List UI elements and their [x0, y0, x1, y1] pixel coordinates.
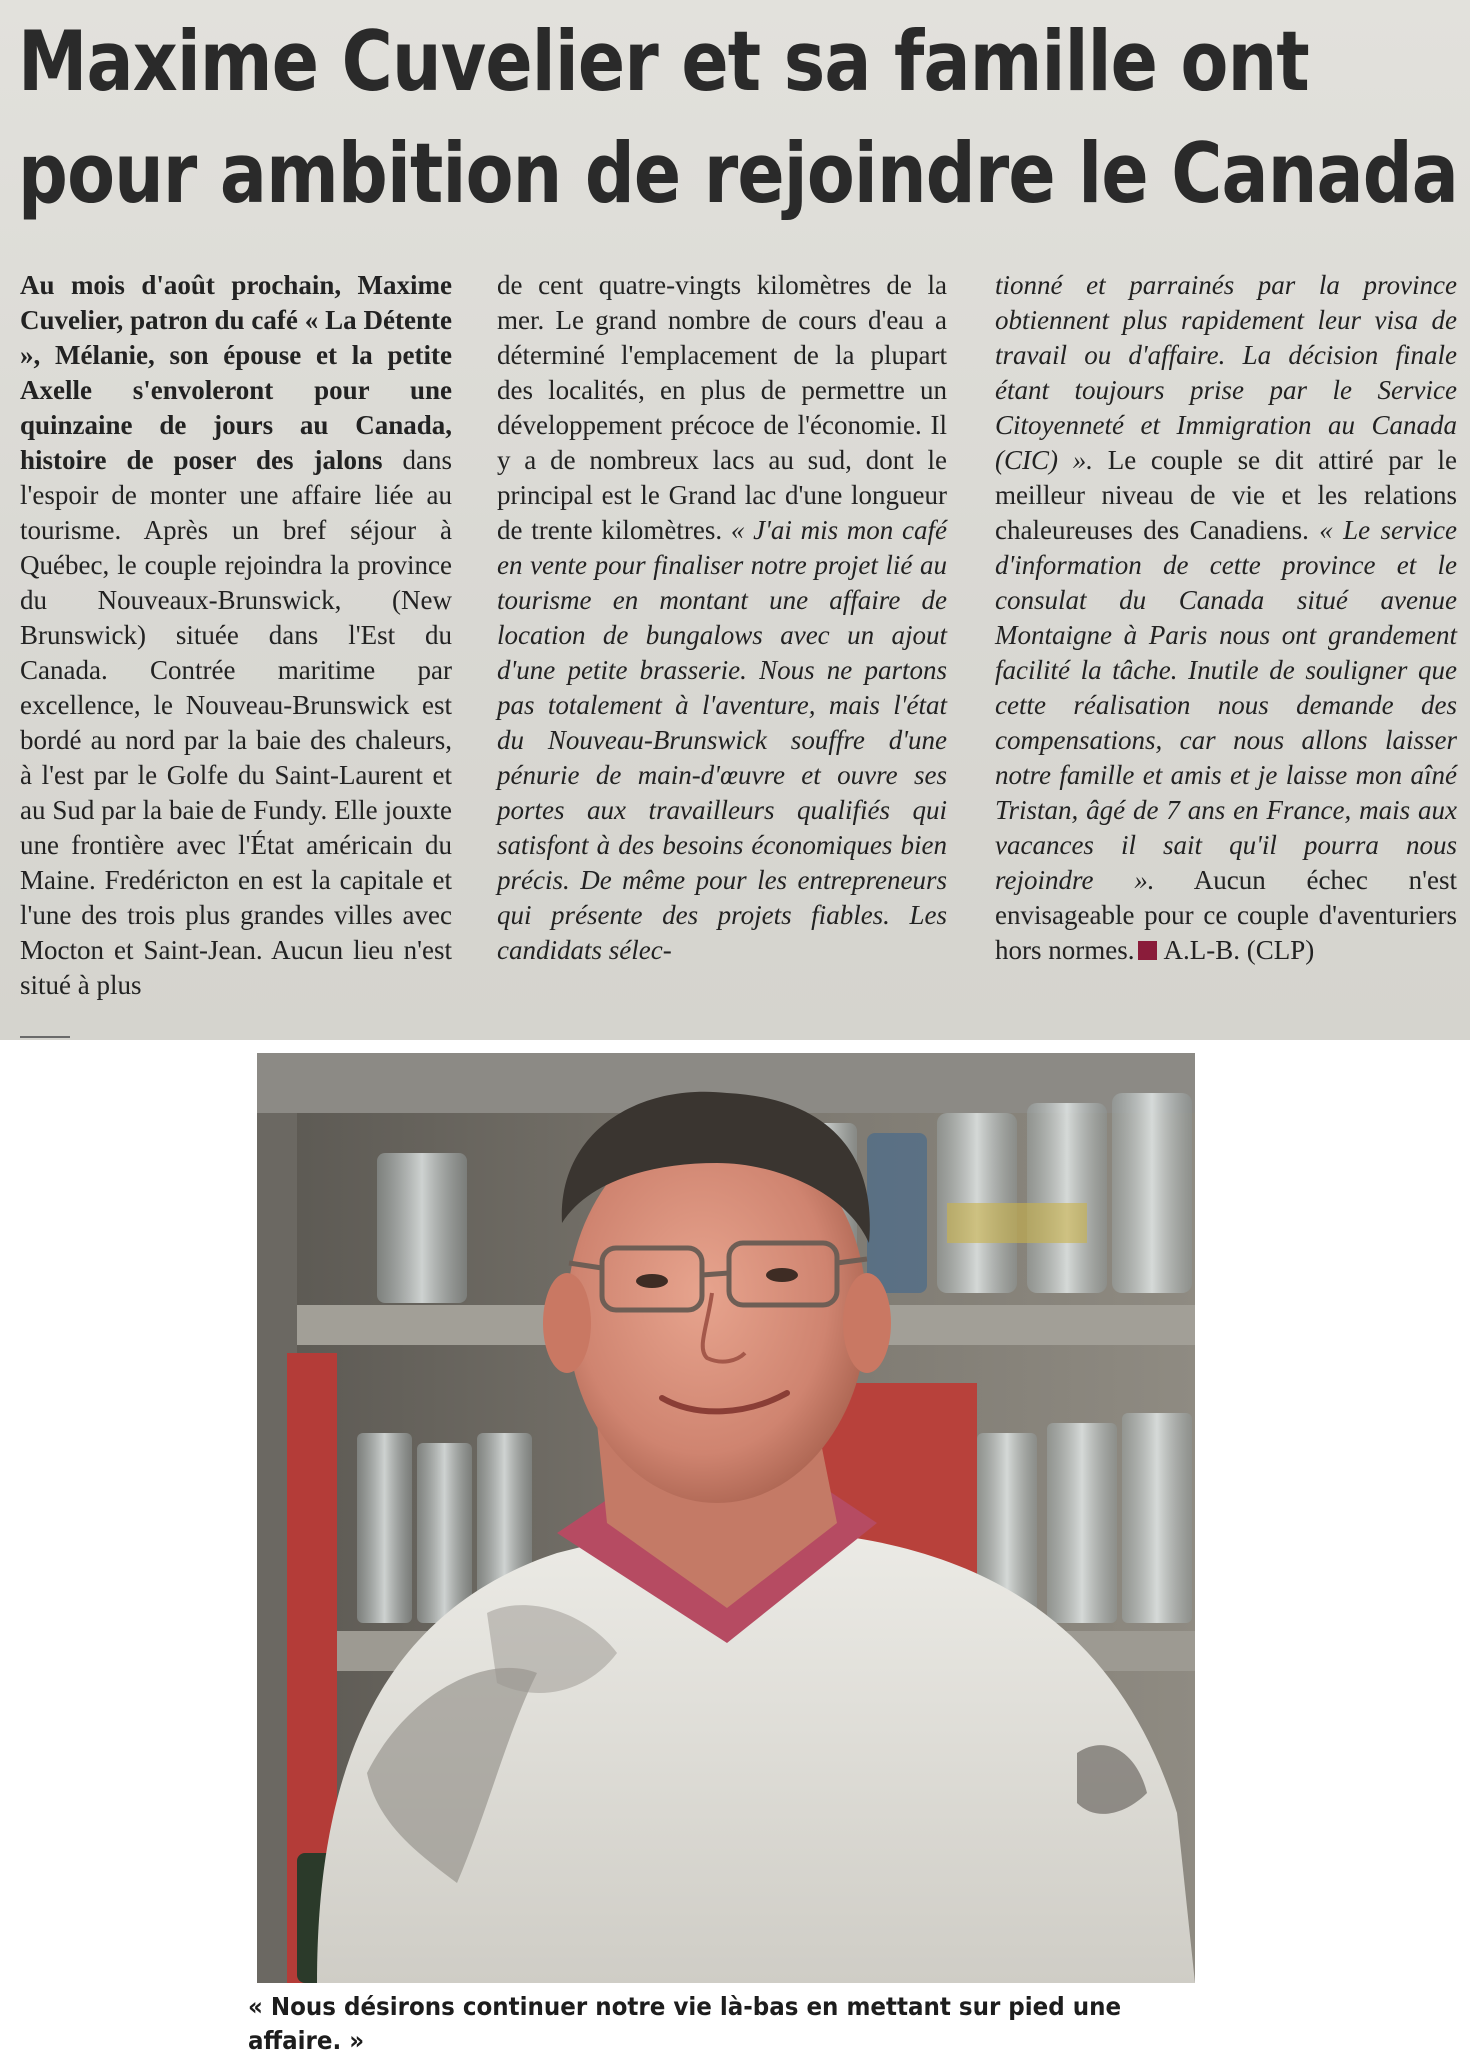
article-column-3 [995, 268, 1457, 1030]
article-body-2: de cent quatre-vingts kilomètres de la mer. Le grand nombre de cours d'eau a déterminé l'emplacement de la plupart des localités, en plus de permettre un développement précoce de l'économie. Il y a de nombreux lacs au sud, dont le principal est le Grand lac d'une longueur de trente kilomètres. [497, 270, 947, 545]
end-mark-square-icon [1138, 941, 1157, 960]
article-body-1: dans l'espoir de monter une affaire liée au tourisme. Après un bref séjour à Québec, le couple rejoindra la province du Nouveaux-Brunswick, (New Brunswick) située dans l'Est du Canada. Contrée maritime par excellence, le Nouveau-Brunswick est bordé au nord par la baie des chaleurs, à l'est par le Golfe du Saint-Laurent et au Sud par la baie de Fundy. Elle jouxte une frontière avec l'État américain du Maine. Fredéricton en est la capitale et l'une des trois plus grandes villes avec Mocton et Saint-Jean. Aucun lieu n'est situé à plus [20, 445, 452, 1000]
article-quote-1: « J'ai mis mon café en vente pour finaliser notre projet lié au tourisme en montant une affaire de location de bungalows avec un ajout d'une petite brasserie. Nous ne partons pas totalement à l'aventure, mais l'état du Nouveau-Brunswick souffre d'une pénurie de main-d'œuvre et ouvre ses portes aux travailleurs qualifiés qui satisfont à des besoins économiques bien précis. De même pour les entrepreneurs qui présente des projets fiables. Les candidats sélec- [497, 515, 947, 965]
article-lead: Au mois d'août prochain, Maxime Cuvelier, patron du café « La Détente », Mélanie, son épouse et la petite Axelle s'envoleront pour une quinzaine de jours au Canada, histoire de poser des jalons [20, 270, 452, 475]
headline [18, 6, 1459, 230]
article-body-3: Le couple se dit attiré par le meilleur niveau de vie et les relations chaleureuses des Canadiens. [995, 445, 1457, 545]
article-column-1 [20, 268, 452, 1030]
portrait-illustration [257, 1053, 1195, 1983]
byline: A.L-B. (CLP) [1163, 935, 1315, 965]
column-rule [20, 1036, 70, 1038]
article-quote-3: « Le service d'information de cette province et le consulat du Canada situé avenue Montaigne à Paris nous ont grandement facilité la tâche. Inutile de souligner que cette réalisation nous demande des compensations, car nous allons laisser notre famille et amis et je laisse mon aîné Tristan, âgé de 7 ans en France, mais aux vacances il sait qu'il pourra nous rejoindre ». [995, 515, 1457, 895]
article-column-2 [497, 268, 947, 1030]
portrait-photo [257, 1053, 1195, 1983]
article-quote-2: tionné et parrainés par la province obtiennent plus rapidement leur visa de travail ou d'affaire. La décision finale étant toujours prise par le Service Citoyenneté et Immigration au Canada (CIC) ». [995, 270, 1457, 475]
article-body-4: Aucun échec n'est envisageable pour ce couple d'aventuriers hors normes. [995, 865, 1457, 965]
headline-line-1: Maxime Cuvelier et sa famille ont [18, 13, 1309, 110]
headline-line-2: pour ambition de rejoindre le Canada [18, 125, 1459, 222]
photo-caption: « Nous désirons continuer notre vie là-bas en mettant sur pied une affaire. » [248, 1992, 1122, 2055]
